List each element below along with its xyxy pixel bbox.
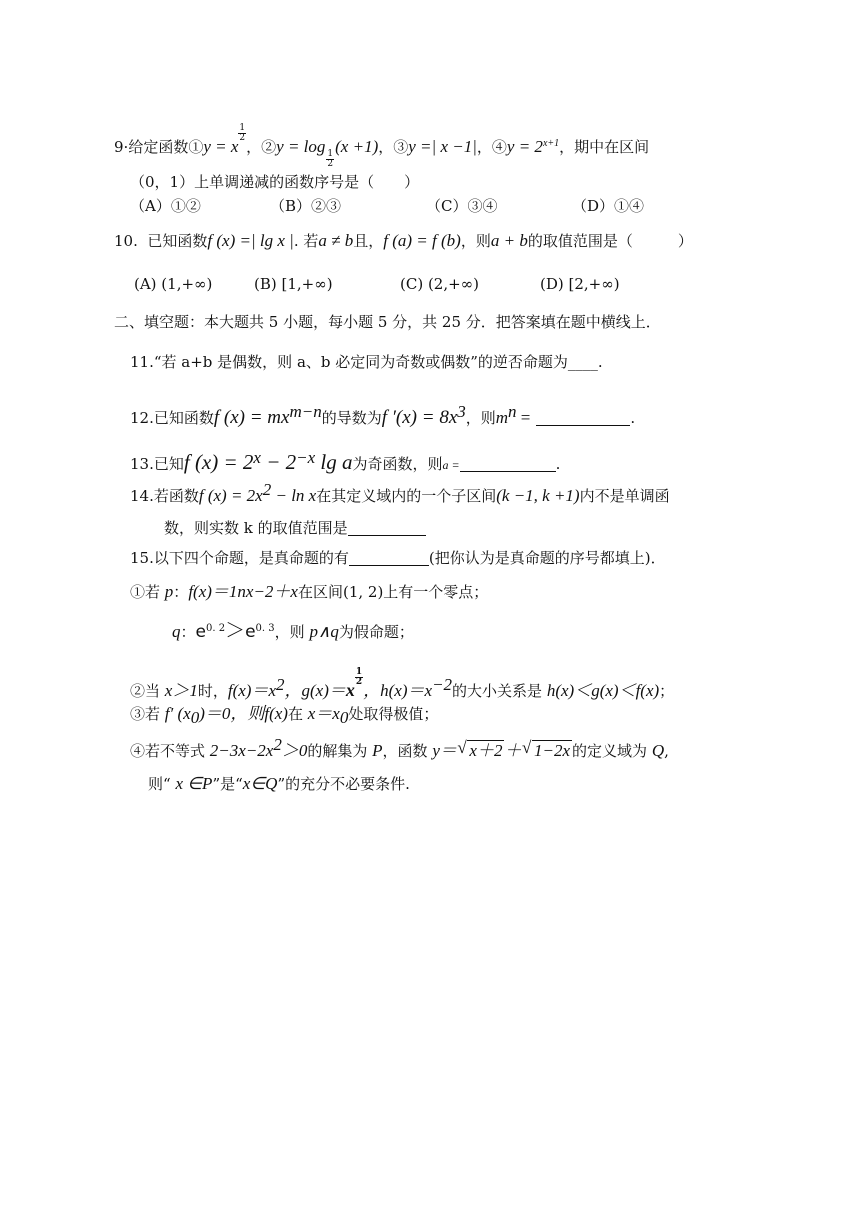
q15-prop4-line2: 则“ x ∈P”是“x∈Q”的充分不必要条件. xyxy=(148,774,410,793)
q15-prop1-line2: q：$e^{0. 2}>e^{0. 3}$，则 p∧q为假命题； xyxy=(172,618,414,642)
q9-option-a: （A）①② xyxy=(130,197,201,215)
sqrt-term-2: √ 1−2x xyxy=(532,740,572,761)
q9-f2-base: $\frac{1}{2}$ xyxy=(327,149,334,169)
q10-option-c: (C) (2,+∞) xyxy=(400,275,480,293)
q9-number: 9 xyxy=(114,138,124,156)
q13-answer-blank xyxy=(460,455,556,472)
q9-f3: y =| x −1| xyxy=(408,137,477,156)
q14-answer-blank xyxy=(348,519,426,536)
q9-f1-exponent: $\frac{1}{2}$ xyxy=(239,123,246,143)
q14-line2: 数，则实数 k 的取值范围是 xyxy=(164,518,426,538)
q15-answer-blank xyxy=(349,549,429,566)
q15-prop3: ③若 f′ $(x_0)=0$，则f(x)在 $x=x_0$处取得极值； xyxy=(130,704,439,727)
q9-options xyxy=(130,196,644,216)
q11: 11.“若 a+b 是偶数，则 a、b 必定同为奇数或偶数”的逆否命题为____. xyxy=(130,353,603,371)
q9-f2: y = log xyxy=(276,137,326,156)
q12: 12.已知函数f $(x) = mx^{m-n}$的导数为f $'(x) = 8x^3$，则$m^n$ = . xyxy=(130,402,636,428)
q10-function: f (x) =| lg x | xyxy=(207,231,294,250)
q9-f1: y = x xyxy=(203,137,239,156)
q15-prop4-line1: ④若不等式 $2-3x-2x^2>0$的解集为 P，函数 y＝ √ x＋2 ＋ √ 1−2x 的定义域为 Q, xyxy=(130,740,669,761)
q9-line2: （0，1）上单调递减的函数序号是（ ） xyxy=(130,173,420,191)
q15-prop1-line1: ①若 p：f(x)＝1nx−2＋x在区间(1, 2)上有一个零点； xyxy=(130,582,489,601)
q13: 13.已知f $(x) = 2^x - 2^{-x}$ lg a为奇函数，则a = . xyxy=(130,448,561,474)
sqrt-term-1: √ x＋2 xyxy=(467,740,504,761)
q10-option-a: (A) (1,+∞) xyxy=(134,275,213,293)
q9-line1: 9·给定函数①y = x $\frac{1}{2}$ ，②y = log $\frac{1}{2}$ (x +1)，③y =| x −1|，④y = $2^{x+1}$，期中在区间 xyxy=(114,123,650,169)
q12-answer-blank xyxy=(536,409,630,426)
q9-option-b: （B）②③ xyxy=(270,197,342,215)
q15-line1: 15.以下四个命题，是真命题的有 (把你认为是真命题的序号都填上)． xyxy=(130,549,666,567)
q14-line1: 14.若函数f $(x) = 2x^2 - \ln x$在其定义域内的一个子区间(k −1, k +1)内不是单调函 xyxy=(130,480,670,505)
q10-option-d: (D) [2,+∞) xyxy=(540,275,620,293)
q9-f4: y = 2 xyxy=(506,137,543,156)
q15-prop2-g-exponent: $\frac{1}{2}$ xyxy=(355,667,363,687)
section-2-heading: 二、填空题：本大题共 5 小题，每小题 5 分，共 25 分．把答案填在题中横线上． xyxy=(114,313,661,331)
q10-options xyxy=(134,274,620,294)
q10-line1: 10. 已知函数f (x) =| lg x |. 若a ≠ b且，f (a) = f (b)，则a + b的取值范围是（ ） xyxy=(114,231,693,250)
q9-option-c: （C）③④ xyxy=(426,197,498,215)
q9-text-a: 给定函数① xyxy=(128,138,204,156)
q10-option-b: (B) [1,+∞) xyxy=(254,275,333,293)
q15-prop2: ②当 x＞1时，$f(x)=x^2$，g(x)＝x $\frac{1}{2}$ ，$h(x)=x^{-2}$的大小关系是 h(x)＜g(x)＜f(x)； xyxy=(130,667,675,700)
q9-option-d: （D）①④ xyxy=(572,197,645,215)
